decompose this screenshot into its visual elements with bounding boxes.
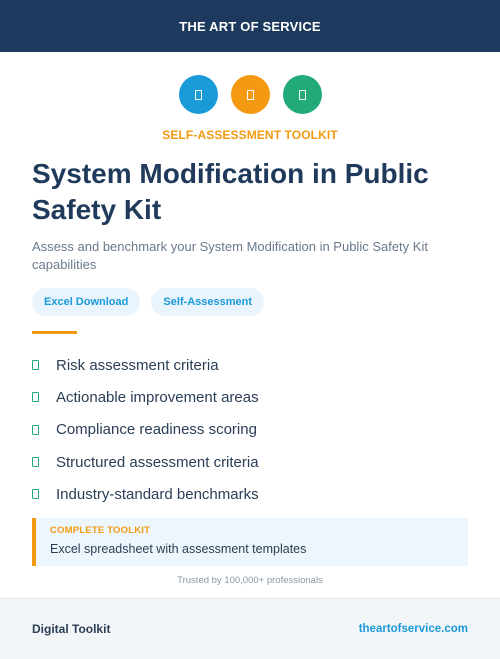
page-title: System Modification in Public Safety Kit bbox=[32, 158, 429, 225]
feature-item bbox=[32, 446, 259, 478]
checkbox-icon bbox=[32, 489, 39, 499]
footer-website-link[interactable]: theartofservice.com bbox=[358, 623, 468, 635]
document-icon bbox=[231, 75, 270, 114]
feature-text: Compliance readiness scoring bbox=[56, 421, 257, 439]
feature-item bbox=[32, 414, 259, 446]
trusted-note: Trusted by 100,000+ professionals bbox=[177, 575, 323, 586]
feature-item bbox=[32, 381, 259, 413]
checkbox-icon bbox=[32, 392, 39, 402]
tag-self-assessment[interactable]: Self-Assessment bbox=[151, 288, 264, 316]
feature-item bbox=[32, 349, 259, 381]
feature-item bbox=[32, 478, 259, 510]
toolkit-label: COMPLETE TOOLKIT bbox=[50, 525, 151, 536]
tag-list bbox=[32, 288, 264, 316]
toolkit-callout bbox=[32, 518, 468, 566]
feature-text: Actionable improvement areas bbox=[56, 388, 259, 406]
kicker-label: SELF-ASSESSMENT TOOLKIT bbox=[162, 128, 338, 142]
brand-name: THE ART OF SERVICE bbox=[179, 18, 321, 34]
feature-text: Structured assessment criteria bbox=[56, 453, 259, 471]
icon-row bbox=[0, 75, 500, 114]
document-icon bbox=[179, 75, 218, 114]
footer-bar bbox=[0, 598, 500, 659]
tag-excel-download[interactable]: Excel Download bbox=[32, 288, 140, 316]
toolkit-text: Excel spreadsheet with assessment templates bbox=[50, 542, 307, 556]
footer-label: Digital Toolkit bbox=[32, 622, 111, 636]
page-subtitle: Assess and benchmark your System Modification in Public Safety Kit capabilities bbox=[32, 239, 428, 272]
accent-divider bbox=[32, 331, 77, 334]
header-bar bbox=[0, 0, 500, 52]
feature-text: Risk assessment criteria bbox=[56, 356, 219, 374]
checkbox-icon bbox=[32, 425, 39, 435]
feature-list bbox=[32, 349, 259, 510]
document-icon bbox=[283, 75, 322, 114]
checkbox-icon bbox=[32, 457, 39, 467]
feature-text: Industry-standard benchmarks bbox=[56, 485, 259, 503]
checkbox-icon bbox=[32, 360, 39, 370]
